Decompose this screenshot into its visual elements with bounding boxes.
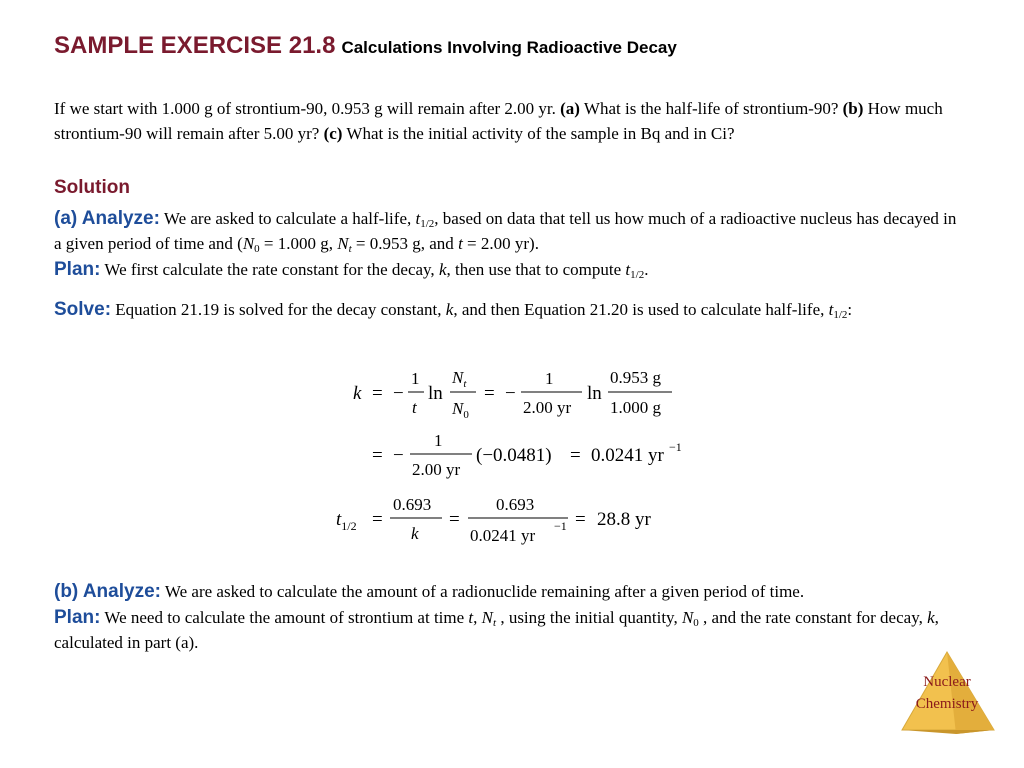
exponent-neg-one: −1: [669, 440, 682, 454]
mass-final: 0.953 g: [610, 368, 661, 387]
plan-b-text-3: , and the rate constant for decay,: [703, 608, 923, 627]
svg-text:=: =: [372, 383, 383, 404]
plan-a: Plan: We first calculate the rate constant for the decay, k, then use that to compute $t_{1/2}$.: [54, 259, 649, 281]
solve-text-2: , and then Equation 21.20 is used to calculate half-life,: [453, 300, 825, 319]
analyze-b-text: We are asked to calculate the amount of a radionuclide remaining after a given period of time.: [164, 582, 805, 601]
svg-text:t: t: [412, 398, 417, 417]
k-result: 0.0241 yr: [591, 445, 664, 466]
problem-intro: If we start with 1.000 g of strontium-90, 0.953 g will remain after 2.00 yr.: [54, 99, 556, 118]
svg-text:=: =: [372, 509, 383, 530]
part-c-question: What is the initial activity of the sample in Bq and in Ci?: [346, 124, 735, 143]
svg-text:−: −: [393, 445, 404, 466]
plan-b-text-2: , using the initial quantity,: [500, 608, 678, 627]
svg-text:ln: ln: [428, 383, 443, 404]
nt-value: = 0.953 g, and: [351, 234, 459, 253]
analyze-a: (a) Analyze: We are asked to calculate a half-life, $t_{1/2}$, based on data that tell us how much of a radioactive nucleus has decayed in a given period of time and ($N_0 = 1.000$ g, $N_t = 0.953$ g, and t = 2.00 yr).: [54, 208, 957, 255]
badge-line-2: Chemistry: [915, 696, 979, 712]
svg-text:=: =: [575, 509, 586, 530]
equation-k-definition: [353, 368, 672, 421]
part-b-question: How much strontium-90 will remain after 5.00 yr?: [54, 99, 943, 143]
analyze-a-text-1: We are asked to calculate a half-life,: [163, 209, 412, 228]
plan-b: Plan: We need to calculate the amount of strontium at time t, $N_t$ , using the initial quantity, $N_0$ , and the rate constant for decay, k, calculated in part (a).: [54, 607, 939, 652]
half-life-result: 28.8 yr: [597, 509, 651, 530]
analyze-a-label: (a) Analyze:: [54, 208, 160, 229]
num-one: 1: [411, 369, 420, 388]
svg-text:−: −: [505, 383, 516, 404]
n0-value: = 1.000 g,: [259, 234, 338, 253]
exercise-subtitle: Calculations Involving Radioactive Decay: [341, 38, 677, 57]
svg-text:ln: ln: [587, 383, 602, 404]
svg-text:=: =: [484, 383, 495, 404]
svg-text:=: =: [372, 445, 383, 466]
num-one-c: 1: [434, 431, 443, 450]
plan-a-text-1: We first calculate the rate constant for the decay,: [104, 260, 435, 279]
analyze-a-text-2: , based on data that tell us how much of a radioactive nucleus has decayed in a given period of time and (: [54, 209, 957, 253]
plan-b-label: Plan:: [54, 607, 101, 628]
plan-b-text-4: , calculated in part (a).: [54, 608, 939, 652]
equation-half-life: [336, 495, 652, 545]
ln2-value-b: 0.693: [496, 495, 535, 514]
svg-text:−: −: [393, 383, 404, 404]
svg-text:t1/2: $t_{1/2}$: [336, 509, 357, 533]
analyze-b: [54, 579, 959, 604]
plan-b-text-1: We need to calculate the amount of strontium at time: [104, 608, 465, 627]
exercise-number: SAMPLE EXERCISE 21.8: [54, 32, 336, 59]
svg-text:=: =: [570, 445, 581, 466]
svg-text:k: k: [353, 383, 362, 404]
part-a-label: (a): [560, 99, 580, 118]
exponent-neg-one-b: −1: [554, 519, 567, 533]
t-value: = 2.00 yr).: [462, 234, 539, 253]
svg-text:Nt: $N_t$: [452, 368, 467, 390]
num-one-b: 1: [545, 369, 554, 388]
k-denominator: 0.0241 yr: [470, 526, 536, 545]
svg-text:=: =: [449, 509, 460, 530]
plan-a-text-2: , then use that to compute: [446, 260, 622, 279]
solve-a: Solve: Equation 21.19 is solved for the decay constant, k, and then Equation 21.20 is used to calculate half-life, $t_{1/2}$:: [54, 299, 853, 321]
solution-title: Solution: [54, 177, 130, 198]
solve-text-1: Equation 21.19 is solved for the decay constant,: [115, 300, 442, 319]
plan-a-label: Plan:: [54, 259, 101, 280]
time-value: 2.00 yr: [523, 398, 572, 417]
ln-value: (−0.0481): [476, 445, 552, 466]
part-a-question: What is the half-life of strontium-90?: [583, 99, 839, 118]
part-b-label: (b): [842, 99, 864, 118]
nuclear-chemistry-badge: [896, 650, 998, 736]
mass-initial: 1.000 g: [610, 398, 661, 417]
svg-text:N0: $N_0$: [452, 399, 469, 421]
analyze-b-label: (b) Analyze:: [54, 581, 161, 602]
part-c-label: (c): [323, 124, 343, 143]
time-value-b: 2.00 yr: [412, 460, 461, 479]
equation-k-value: [372, 431, 682, 479]
svg-text:k: k: [411, 524, 419, 543]
badge-line-1: Nuclear: [923, 674, 971, 690]
ln2-value: 0.693: [393, 495, 432, 514]
solve-label: Solve:: [54, 299, 112, 320]
